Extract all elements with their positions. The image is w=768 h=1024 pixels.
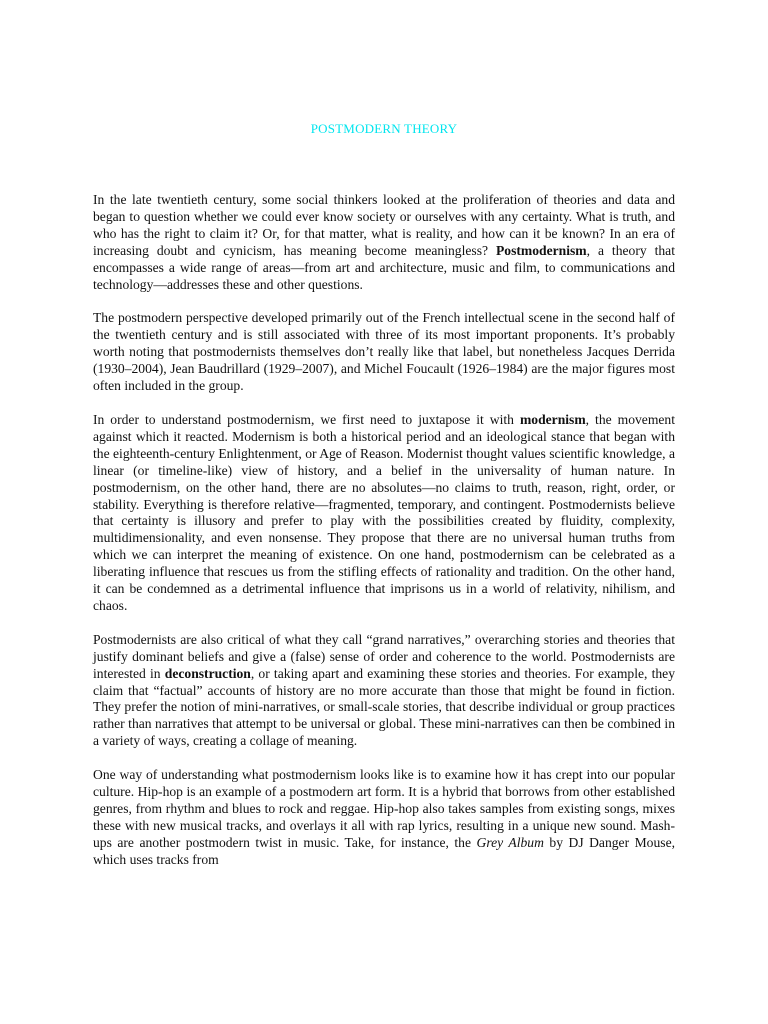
term-deconstruction: deconstruction bbox=[164, 665, 251, 681]
term-postmodernism: Postmodernism bbox=[495, 242, 587, 258]
text-run: Postmodernists are also critical of what they call “grand narratives,” overarching stories and theories that justify dominant beliefs and give a (false) sense of order and coherence to the world. Postmodernists are interested in bbox=[93, 631, 675, 681]
document-title: POSTMODERN THEORY bbox=[310, 121, 458, 136]
paragraph-1 bbox=[93, 192, 675, 293]
term-modernism: modernism bbox=[519, 411, 586, 427]
paragraph-4 bbox=[93, 632, 675, 750]
paragraph-3 bbox=[93, 412, 675, 615]
paragraph-5 bbox=[93, 767, 675, 868]
text-run: , the movement against which it reacted. Modernism is both a historical period and an ideological stance that began with the eighteenth-century Enlightenment, or Age of Reason. Modernist thought values scientific knowledge, a linear (or timeline-like) view of history, and a belief in the universality of human nature. In postmodernism, on the other hand, there are no absolutes—no claims to truth, reason, right, order, or stability. Everything is therefore relative—fragmented, temporary, and contingent. Postmodernists believe that certainty is illusory and prefer to play with the possibilities created by fluidity, complexity, multidimensionality, and even nonsense. They propose that there are no universal human truths from which we can interpret the meaning of existence. On one hand, postmodernism can be celebrated as a liberating influence that rescues us from the stifling effects of rationality and tradition. On the other hand, it can be condemned as a detrimental influence that imprisons us in a world of relativity, nihilism, and chaos. bbox=[93, 411, 676, 613]
text-run: , a theory that encompasses a wide range of areas—from art and architecture, music and film, to communications and technology—addresses these and other questions. bbox=[93, 242, 675, 292]
text-run: In order to understand postmodernism, we first need to juxtapose it with bbox=[93, 411, 520, 427]
text-run: In the late twentieth century, some social thinkers looked at the proliferation of theories and data and began to question whether we could ever know society or ourselves with any certainty. What is truth, and who has the right to claim it? Or, for that matter, what is reality, and how can it be known? In an era of increasing doubt and cynicism, has meaning become meaningless? bbox=[93, 192, 675, 258]
paragraph-2 bbox=[93, 310, 675, 395]
text-run: One way of understanding what postmodernism looks like is to examine how it has crept into our popular culture. Hip-hop is an example of a postmodern art form. It is a hybrid that borrows from other established genres, from rhythm and blues to rock and reggae. Hip-hop also takes samples from existing songs, mixes these with new musical tracks, and overlays it all with rap lyrics, resulting in a unique new sound. Mash-ups are another postmodern twist in music. Take, for instance, the bbox=[93, 767, 675, 850]
title-grey-album: Grey Album bbox=[476, 834, 544, 850]
text-run: The postmodern perspective developed primarily out of the French intellectual scene in the second half of the twentieth century and is still associated with three of its most important proponents. It’s probably worth noting that postmodernists themselves don’t really like that label, but nonetheless Jacques Derrida (1930–2004), Jean Baudrillard (1929–2007), and Michel Foucault (1926–1984) are the major figures most often included in the group. bbox=[93, 310, 675, 394]
text-run: , or taking apart and examining these stories and theories. For example, they claim that “factual” accounts of history are no more accurate than those that might be found in fiction. They prefer the notion of mini-narratives, or small-scale stories, that describe individual or group practices rather than narratives that attempt to be universal or global. These mini-narratives can then be combined in a variety of ways, creating a collage of meaning. bbox=[93, 665, 675, 749]
text-run: by DJ Danger Mouse, which uses tracks from bbox=[93, 834, 676, 867]
